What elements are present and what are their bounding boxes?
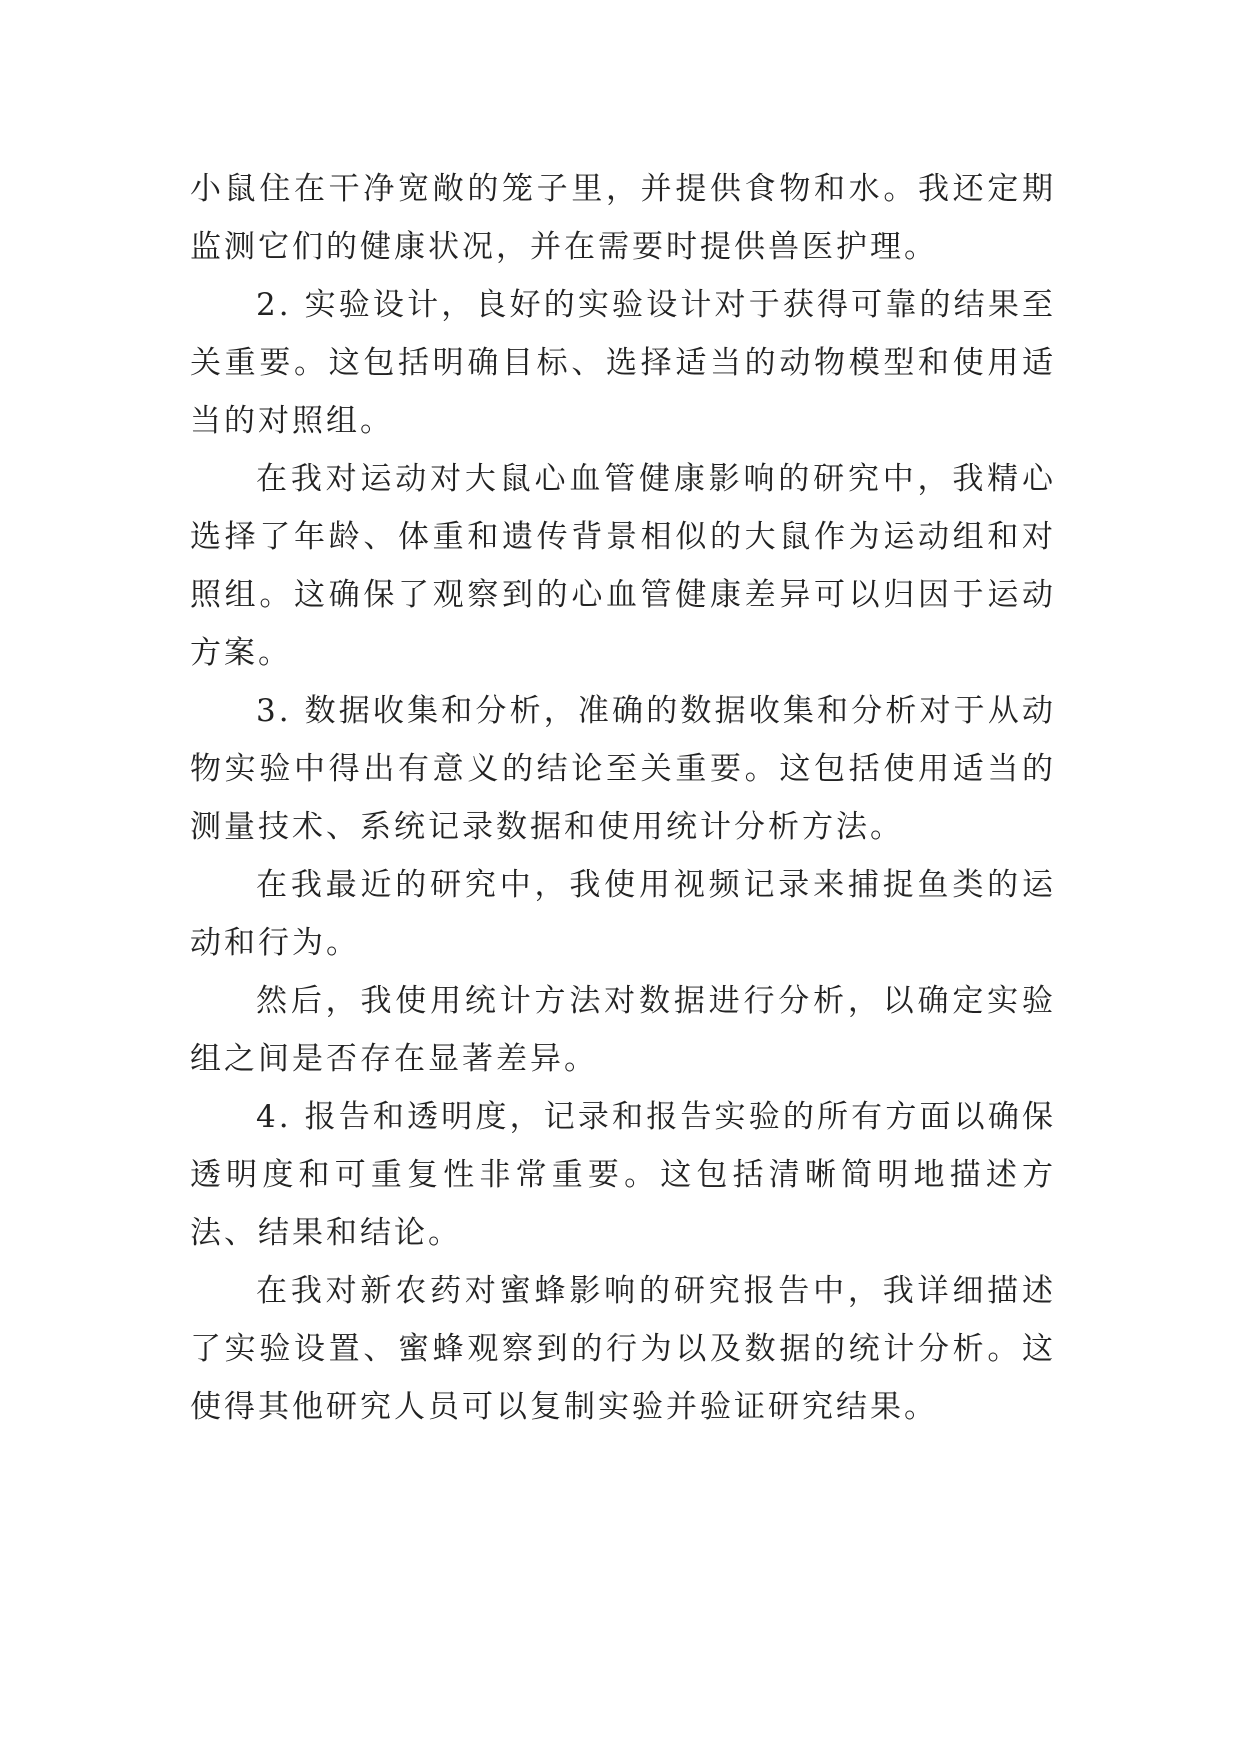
paragraph-statistics: 然后，我使用统计方法对数据进行分析，以确定实验组之间是否存在显著差异。 <box>190 983 1056 1077</box>
paragraph-video-recording: 在我最近的研究中，我使用视频记录来捕捉鱼类的运动和行为。 <box>190 867 1056 961</box>
paragraph-bee-study: 在我对新农药对蜜蜂影响的研究报告中，我详细描述了实验设置、蜜蜂观察到的行为以及数据的统计分析。这使得其他研究人员可以复制实验并验证研究结果。 <box>190 1273 1056 1425</box>
document-body <box>190 160 1056 1436</box>
paragraph-housing: 小鼠住在干净宽敞的笼子里，并提供食物和水。我还定期监测它们的健康状况，并在需要时提供兽医护理。 <box>190 171 1056 265</box>
paragraph-design-example: 在我对运动对大鼠心血管健康影响的研究中，我精心选择了年龄、体重和遗传背景相似的大鼠作为运动组和对照组。这确保了观察到的心血管健康差异可以归因于运动方案。 <box>190 461 1056 671</box>
paragraph-reporting: 4. 报告和透明度，记录和报告实验的所有方面以确保透明度和可重复性非常重要。这包括清晰简明地描述方法、结果和结论。 <box>190 1099 1056 1251</box>
paragraph-data-collection: 3. 数据收集和分析，准确的数据收集和分析对于从动物实验中得出有意义的结论至关重要。这包括使用适当的测量技术、系统记录数据和使用统计分析方法。 <box>190 693 1056 845</box>
paragraph-experimental-design: 2. 实验设计，良好的实验设计对于获得可靠的结果至关重要。这包括明确目标、选择适当的动物模型和使用适当的对照组。 <box>190 287 1056 439</box>
